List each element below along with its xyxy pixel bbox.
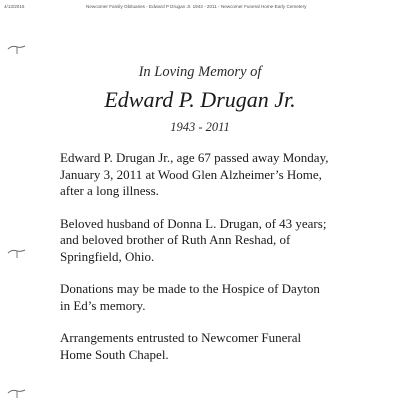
obituary-body	[60, 150, 380, 379]
text-line: Donations may be made to the Hospice of Dayton	[60, 281, 320, 296]
deceased-name: Edward P. Drugan Jr.	[104, 87, 296, 112]
text-line: after a long illness.	[60, 183, 159, 198]
punch-mark-icon	[7, 44, 27, 56]
punch-mark-icon	[7, 388, 27, 400]
obituary-paragraph-arrangements	[60, 330, 380, 363]
life-span-years: 1943 - 2011	[170, 120, 230, 134]
punch-mark-icon	[7, 248, 27, 260]
text-line: Beloved husband of Donna L. Drugan, of 43 years;	[60, 215, 327, 231]
text-line: in Ed’s memory.	[60, 297, 146, 313]
text-line: Home South Chapel.	[60, 346, 169, 362]
text-line: and beloved brother of Ruth Ann Reshad, of	[60, 232, 291, 247]
memorial-heading: In Loving Memory of	[138, 64, 262, 80]
obituary-paragraph-passing	[60, 150, 380, 200]
text-line: January 3, 2011 at Wood Glen Alzheimer’s Home,	[60, 166, 322, 182]
obituary-paragraph-donations	[60, 281, 380, 314]
page-header-title: Newcomer Family Obituaries - Edward P Drugan Jr. 1943 - 2011 - Newcomer Funeral Home-Early Cemetery	[86, 4, 307, 9]
obituary-paragraph-family	[60, 216, 380, 266]
print-date: 4/13/2015	[4, 4, 25, 9]
text-line: Arrangements entrusted to Newcomer Funeral	[60, 330, 302, 345]
text-line: Edward P. Drugan Jr., age 67 passed away Monday,	[60, 150, 329, 165]
page-header-strip	[0, 0, 400, 18]
text-line: Springfield, Ohio.	[60, 248, 155, 264]
